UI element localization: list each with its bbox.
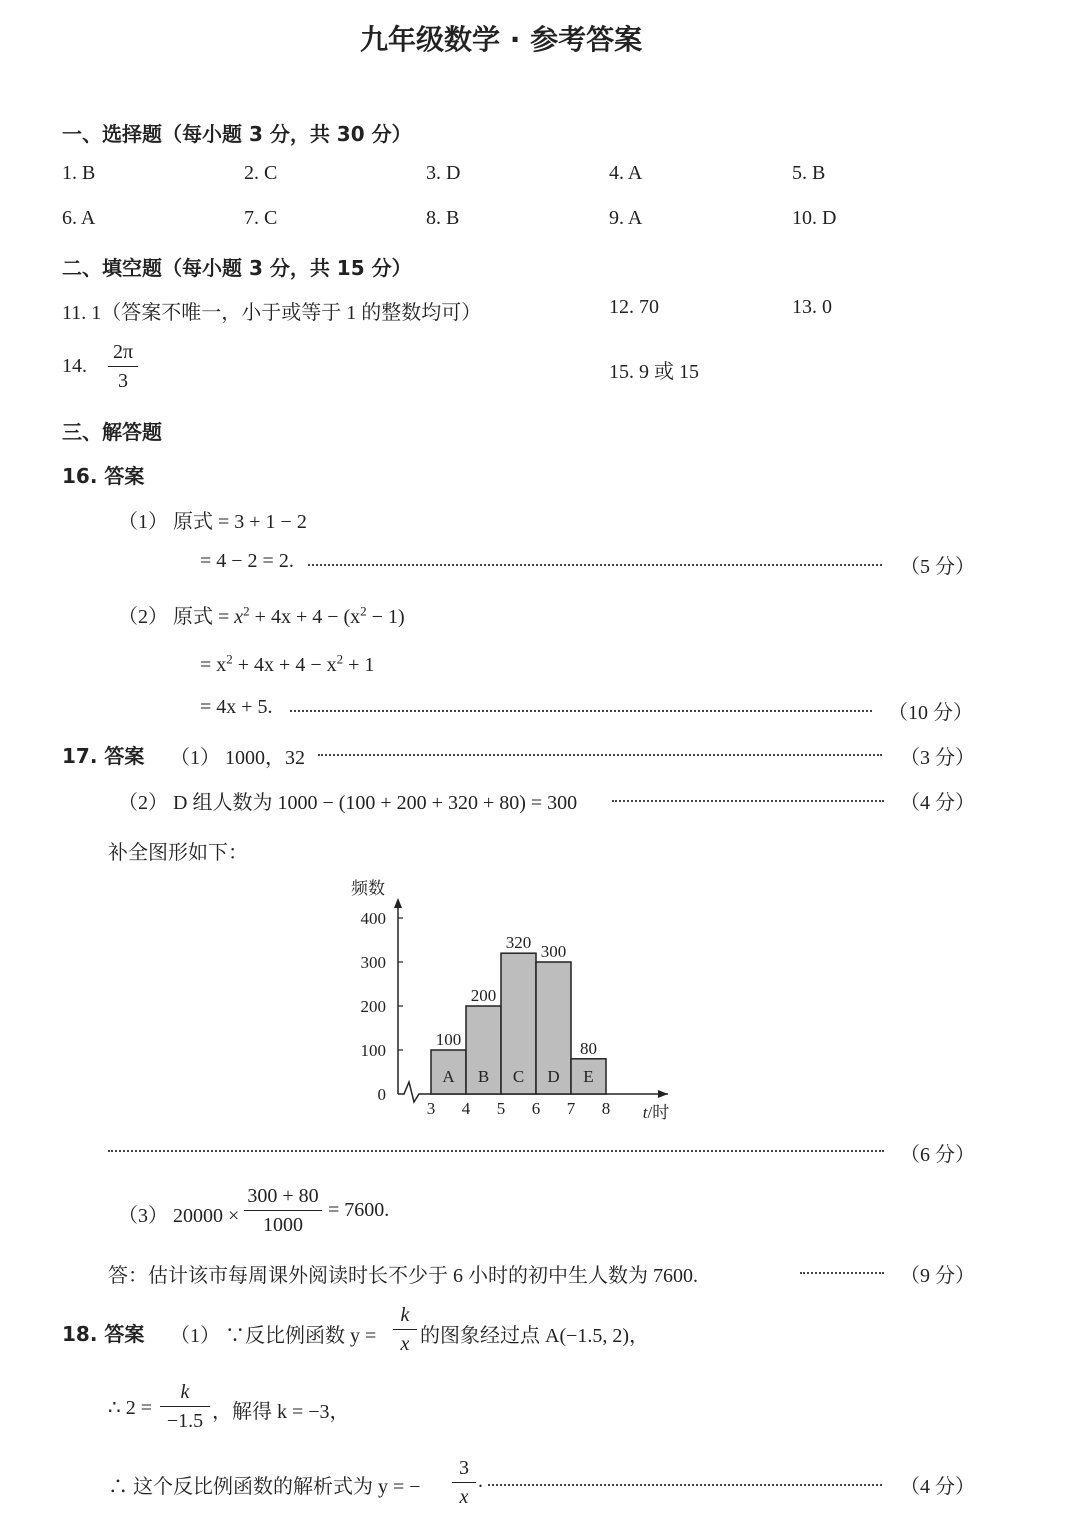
q18-line3-post: . <box>478 1470 483 1492</box>
x-axis-arrow <box>658 1090 668 1098</box>
histogram-chart <box>340 872 690 1132</box>
q18-label: 18. 答案 <box>62 1322 145 1346</box>
fraction-numerator: k <box>400 1304 410 1326</box>
dotted-leader <box>800 1272 884 1274</box>
q18-line1-pre: （1） ∵反比例函数 y = <box>170 1325 377 1347</box>
dotted-leader <box>108 1150 884 1152</box>
answer-10: 10. D <box>792 207 837 229</box>
bar-category-label: E <box>583 1067 594 1086</box>
dotted-leader <box>318 754 882 756</box>
y-tick-label: 200 <box>360 997 386 1016</box>
dotted-leader <box>612 800 884 802</box>
q17-complete-text: 补全图形如下： <box>108 842 248 864</box>
fraction-numerator: 300 + 80 <box>247 1185 319 1207</box>
q18-line3-pre: ∴ 这个反比例函数的解析式为 y = − <box>108 1476 421 1498</box>
q16-p1-score: （5 分） <box>900 556 975 578</box>
x-axis-label: t/时 <box>642 1103 670 1122</box>
answer-6: 6. A <box>62 207 96 229</box>
bar-value-label: 80 <box>580 1038 597 1058</box>
q16-p2-line1: （2） 原式 = $x^2 + 4x + 4 - (x^2 - 1)$ <box>118 603 405 628</box>
x-tick-label: 6 <box>531 1099 541 1118</box>
fraction-denominator: x <box>459 1486 469 1508</box>
bar-value-label: 100 <box>435 1030 462 1049</box>
bar-value-label: 320 <box>505 933 532 953</box>
q18-line1-post: 的图象经过点 A(−1.5, 2)， <box>420 1325 650 1347</box>
answer-3: 3. D <box>426 162 461 184</box>
q17-chart-score: （6 分） <box>900 1144 975 1166</box>
section-heading-solve: 三、解答题 <box>62 420 162 444</box>
x-tick-label: 4 <box>461 1099 471 1118</box>
bar-category-label: C <box>512 1067 525 1086</box>
q17-p2-score: （4 分） <box>900 792 975 814</box>
dotted-leader <box>488 1484 882 1486</box>
q17-label: 17. 答案 <box>62 744 145 768</box>
answer-9: 9. A <box>609 207 643 229</box>
fraction-denominator: 3 <box>118 370 128 392</box>
bar-value-label: 300 <box>540 942 567 961</box>
q17-p1-score: （3 分） <box>900 747 975 769</box>
bar-category-label: B <box>477 1067 490 1086</box>
q17-answer: 答：估计该市每周课外阅读时长不少于 6 小时的初中生人数为 7600. <box>108 1265 698 1287</box>
answer-14-fraction <box>108 340 138 393</box>
answer-11: 11. 1（答案不唯一，小于或等于 1 的整数均可） <box>62 302 482 324</box>
x-tick-label: 3 <box>426 1099 436 1118</box>
q18-line2-pre: ∴ 2 = <box>108 1397 153 1419</box>
y-axis-label: 频数 <box>351 879 385 898</box>
y-axis-arrow <box>394 898 402 908</box>
q16-p1-line1: （1） 原式 = 3 + 1 − 2 <box>118 511 307 533</box>
bar-value-label: 200 <box>470 986 497 1005</box>
y-tick-label: 100 <box>360 1041 386 1060</box>
dotted-leader <box>290 710 872 712</box>
answer-4: 4. A <box>609 162 643 184</box>
bar-category-label: D <box>547 1067 560 1086</box>
q16-label: 16. 答案 <box>62 464 145 488</box>
y-tick-label: 400 <box>360 909 386 928</box>
dotted-leader <box>308 564 882 566</box>
q18-line2-fraction <box>160 1380 210 1433</box>
section-heading-choice: 一、选择题（每小题 3 分，共 30 分） <box>62 122 412 146</box>
fraction-numerator: k <box>180 1381 190 1403</box>
q18-line1-fraction <box>393 1303 417 1356</box>
q16-p2-line2: = $x^2 + 4x + 4 - x^2 + 1$ <box>200 651 375 676</box>
q17-p2: （2） D 组人数为 1000 − (100 + 200 + 320 + 80) = 300 <box>118 792 578 814</box>
x-tick-label: 5 <box>496 1099 506 1118</box>
answer-13: 13. 0 <box>792 296 832 318</box>
answer-5: 5. B <box>792 162 826 184</box>
q17-answer-score: （9 分） <box>900 1265 975 1287</box>
y-tick-label: 300 <box>360 953 386 972</box>
answer-8: 8. B <box>426 207 460 229</box>
q17-p3-post: = 7600. <box>328 1199 390 1221</box>
y-tick-label: 0 <box>377 1085 386 1104</box>
answer-12: 12. 70 <box>609 296 659 318</box>
answer-14-label: 14. <box>62 355 87 377</box>
x-tick-label: 7 <box>566 1099 576 1118</box>
q16-p2-score: （10 分） <box>888 702 973 724</box>
q18-line3-score: （4 分） <box>900 1476 975 1498</box>
q16-p1-line2: = 4 − 2 = 2. <box>200 550 294 572</box>
fraction-denominator: x <box>400 1333 410 1355</box>
q17-p3-pre: （3） 20000 × <box>118 1205 240 1227</box>
fraction-numerator: 3 <box>459 1457 469 1479</box>
fraction-denominator: 1000 <box>263 1214 303 1236</box>
answer-1: 1. B <box>62 162 96 184</box>
q17-p3-fraction <box>244 1184 322 1237</box>
answer-2: 2. C <box>244 162 278 184</box>
bar-category-label: A <box>442 1067 455 1086</box>
q18-line2-post: ，解得 k = −3， <box>212 1401 350 1423</box>
answer-15: 15. 9 或 15 <box>609 361 699 383</box>
fraction-denominator: −1.5 <box>166 1410 204 1432</box>
x-tick-label: 8 <box>601 1099 611 1118</box>
q18-line3-fraction <box>452 1456 476 1509</box>
answer-7: 7. C <box>244 207 278 229</box>
q17-p1: （1） 1000，32 <box>170 747 305 769</box>
fraction-numerator: 2π <box>112 341 134 363</box>
q16-p2-line3: = 4x + 5. <box>200 696 273 718</box>
section-heading-fill: 二、填空题（每小题 3 分，共 15 分） <box>62 256 412 280</box>
page-title: 九年级数学 · 参考答案 <box>360 23 643 56</box>
